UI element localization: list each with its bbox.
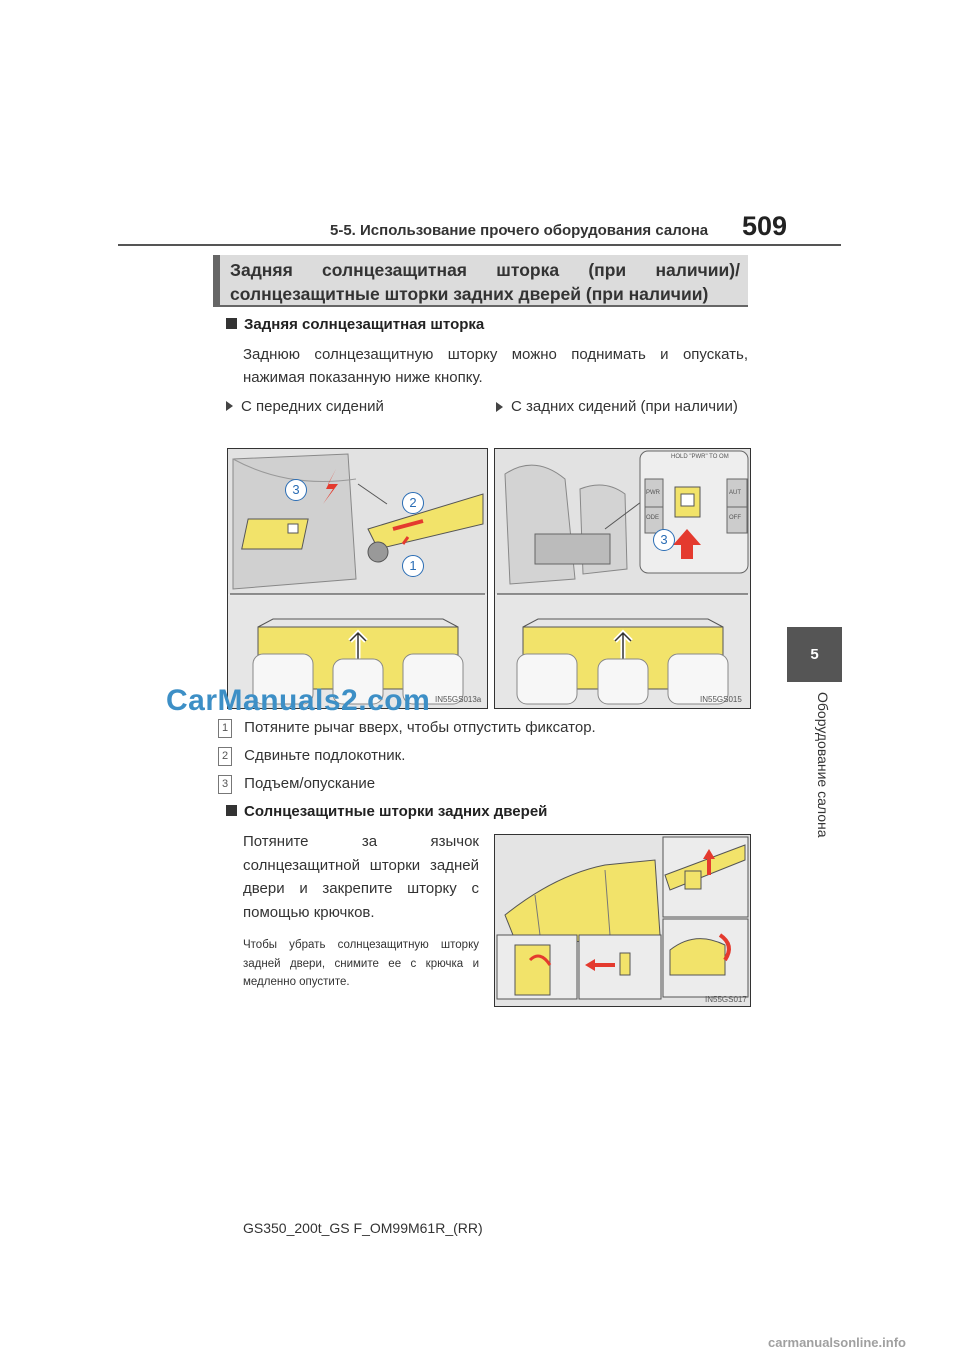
step-number-1: 1	[218, 719, 232, 738]
step-number-3: 3	[218, 775, 232, 794]
door-shade-illustration	[495, 835, 750, 1006]
rear-shade-heading: Задняя солнцезащитная шторка	[226, 316, 484, 333]
step-number-2: 2	[218, 747, 232, 766]
panel-hold-label: HOLD "PWR" TO OM	[671, 454, 729, 460]
rear-shade-text: Заднюю солнцезащитную шторку можно поднимать и опускать, нажимая показанную ниже кнопку.	[243, 346, 748, 386]
banner-line-1: Задняя солнцезащитная шторка (при наличии)/	[230, 260, 740, 280]
callout-3: 3	[653, 529, 675, 551]
front-seat-illustration	[228, 449, 487, 708]
footer-model-code: GS350_200t_GS F_OM99M61R_(RR)	[243, 1220, 483, 1236]
square-bullet-icon	[226, 805, 237, 816]
figure-front-seats	[227, 448, 488, 709]
panel-pwr-label: PWR	[646, 490, 660, 496]
triangle-bullet-icon	[496, 402, 503, 412]
rear-seat-label: С задних сидений (при наличии)	[496, 395, 748, 418]
figure-door-shade	[494, 834, 751, 1007]
callout-3: 3	[285, 479, 307, 501]
watermark: CarManuals2.com	[166, 684, 431, 717]
header-rule	[118, 244, 841, 246]
panel-aut-label: AUT	[729, 490, 741, 496]
step-2: 2 Сдвиньте подлокотник.	[218, 744, 405, 767]
rear-seat-illustration	[495, 449, 750, 708]
step-3: 3 Подъем/опускание	[218, 772, 375, 795]
running-header-section: 5-5. Использование прочего оборудования салона	[330, 222, 709, 239]
door-shades-heading: Солнцезащитные шторки задних дверей	[226, 803, 547, 820]
chapter-tab: 5	[787, 627, 842, 682]
front-seat-label: С передних сидений	[226, 395, 384, 418]
page-number: 509	[742, 211, 788, 241]
banner-line-2: солнцезащитные шторки задних дверей (при наличии)	[230, 284, 709, 304]
square-bullet-icon	[226, 318, 237, 329]
figure-rear-seats	[494, 448, 751, 709]
chapter-tab-label: Оборудование салона	[815, 692, 831, 838]
door-shades-text: Потяните за язычок солнцезащитной шторки задней двери и закрепите шторку с помощью крючков.	[243, 833, 479, 921]
figure-code-door: IN55GS017	[705, 995, 747, 1004]
figure-code-left: IN55GS013a	[435, 695, 482, 704]
figure-code-right: IN55GS015	[700, 695, 742, 704]
callout-1: 1	[402, 555, 424, 577]
panel-ode-label: ODE	[646, 515, 660, 521]
step-1: 1 Потяните рычаг вверх, чтобы отпустить фиксатор.	[218, 716, 596, 739]
panel-off-label: OFF	[729, 515, 741, 521]
triangle-bullet-icon	[226, 401, 233, 411]
door-shades-note: Чтобы убрать солнцезащитную шторку задней двери, снимите ее с крючка и медленно опустите.	[243, 939, 479, 988]
section-banner	[213, 255, 748, 307]
footer-site: carmanualsonline.info	[768, 1335, 906, 1350]
callout-2: 2	[402, 492, 424, 514]
